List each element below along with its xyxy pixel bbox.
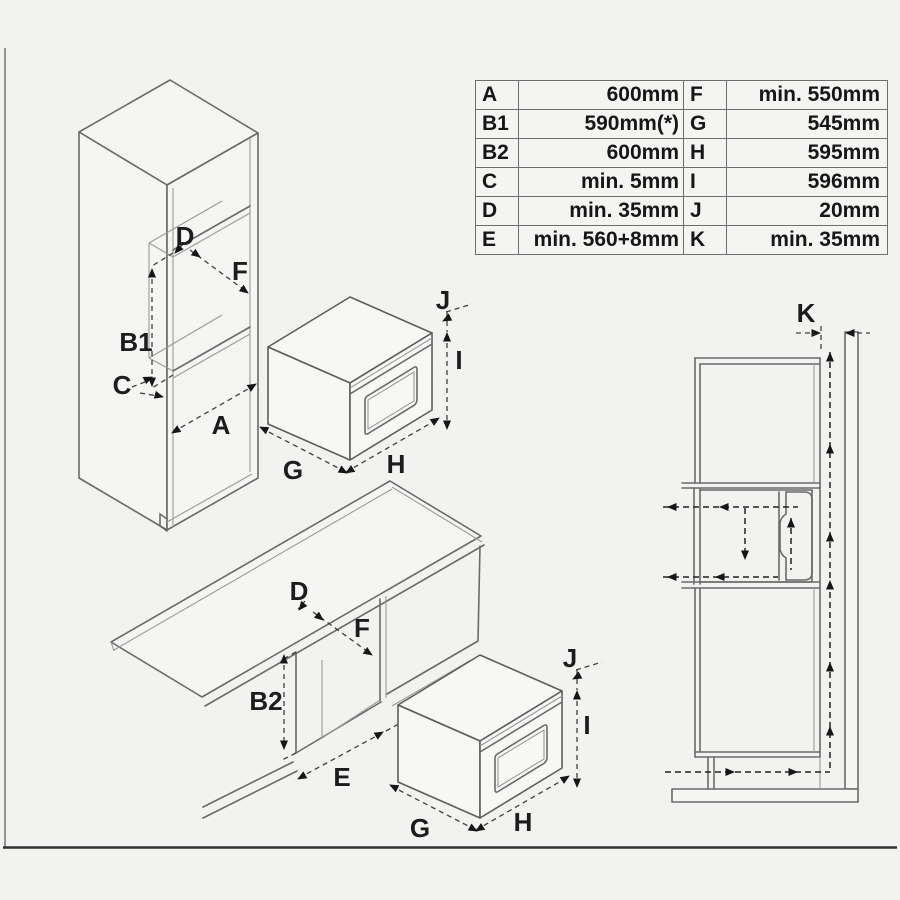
dim-key: G [684,110,727,139]
dim-key: D [476,197,519,226]
dim-key: F [684,81,727,110]
dim-value: 595mm [727,139,888,168]
table-row [476,226,687,255]
label-j-oven2: J [562,643,578,673]
label-f-counter: F [354,613,370,643]
label-h-oven2: H [513,807,533,837]
dimension-table-left [475,80,687,255]
dim-value: 590mm(*) [519,110,687,139]
dim-value: 600mm [519,81,687,110]
label-f-tall: F [232,256,248,286]
dim-value: min. 550mm [727,81,888,110]
table-row [684,110,888,139]
dim-key: E [476,226,519,255]
table-row [684,139,888,168]
oven-top-drawing [260,285,472,485]
dim-key: C [476,168,519,197]
table-row [476,139,687,168]
tall-cabinet-drawing [79,80,258,531]
dim-value: min. 5mm [519,168,687,197]
label-h-oven1: H [386,449,406,479]
side-view-drawing [663,298,870,802]
dim-value: min. 35mm [727,226,888,255]
table-row [684,81,888,110]
table-row [476,168,687,197]
label-b1: B1 [119,327,153,357]
floor [672,789,858,802]
dim-key: K [684,226,727,255]
label-k: K [796,298,816,328]
label-i-oven2: I [583,710,591,740]
wall [845,332,858,789]
dim-value: min. 35mm [519,197,687,226]
table-row [476,197,687,226]
dimension-table-right [683,80,888,255]
dim-key: I [684,168,727,197]
dim-value: 20mm [727,197,888,226]
label-j-oven1: J [435,285,451,315]
dim-value: 545mm [727,110,888,139]
table-row [684,226,888,255]
label-b2: B2 [249,686,283,716]
table-row [476,81,687,110]
dim-key: J [684,197,727,226]
label-e: E [333,762,351,792]
dim-value: 600mm [519,139,687,168]
dim-value: min. 560+8mm [519,226,687,255]
label-c: C [112,370,132,400]
label-g-oven1: G [282,455,304,485]
table-row [684,168,888,197]
dim-key: A [476,81,519,110]
label-i-oven1: I [455,345,463,375]
dim-value: 596mm [727,168,888,197]
label-d-tall: D [175,221,195,251]
label-g-oven2: G [409,813,431,843]
dim-key: B2 [476,139,519,168]
label-d-counter: D [289,576,309,606]
table-row [684,197,888,226]
dim-key: B1 [476,110,519,139]
dim-key: H [684,139,727,168]
label-a: A [211,410,231,440]
table-row [476,110,687,139]
